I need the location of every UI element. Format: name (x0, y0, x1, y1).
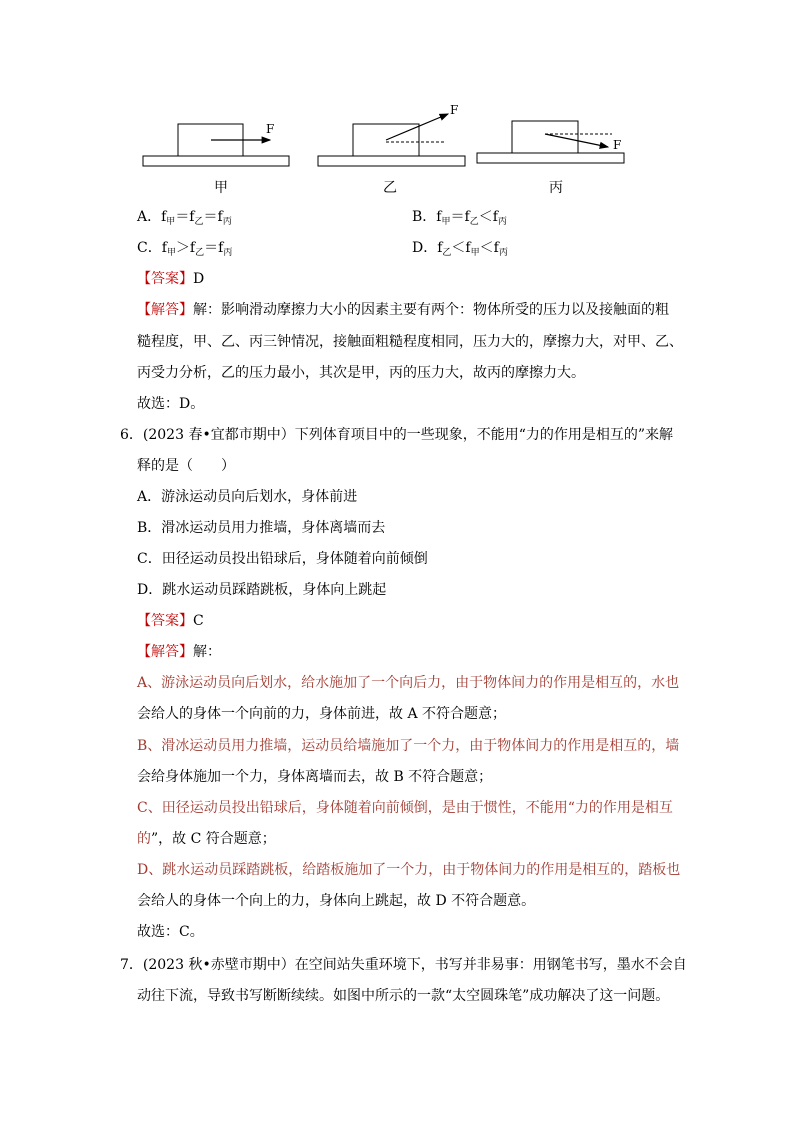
answer-value: D (193, 271, 205, 287)
answer-tag: 【答案】 (137, 613, 193, 629)
ground-jia (143, 156, 289, 166)
block-bing (512, 121, 578, 153)
q6-stem-line-1: 6．(2023 春•宜都市期中）下列体育项目中的一些现象，不能用“力的作用是相互的”来解 (120, 427, 674, 443)
analysis-tag: 【解答】 (137, 644, 193, 660)
force-label-bing: F (613, 138, 622, 152)
q6-answer (137, 611, 204, 631)
friction-diagram (0, 0, 793, 200)
caption-bing: 丙 (549, 180, 563, 196)
q5-option-d: D．$f_乙<f_甲<f_丙$ (412, 240, 508, 258)
q5-conclusion: 故选：D。 (137, 396, 205, 412)
q6-analysis-a-line-1: A、游泳运动员向后划水，给水施加了一个向后力，由于物体间力的作用是相互的，水也 (137, 675, 680, 691)
answer-tag: 【答案】 (137, 271, 193, 287)
diagram-jia (143, 122, 289, 166)
q5-analysis-line-1: 【解答】解：影响滑动摩擦力大小的因素主要有两个：物体所受的压力以及接触面的粗 (137, 302, 669, 318)
q6-conclusion: 故选：C。 (137, 924, 204, 940)
q6-analysis-head: 【解答】解： (137, 644, 221, 660)
q5-analysis-line-3: 丙受力分析，乙的压力最小，其次是甲，丙的压力大，故丙的摩擦力大。 (137, 365, 585, 381)
q6-analysis-a-line-2: 会给人的身体一个向前的力，身体前进，故 A 不符合题意； (137, 706, 507, 722)
q7-stem-line-2: 动往下流，导致书写断断续续。如图中所示的一款“太空圆珠笔”成功解决了这一问题。 (137, 988, 670, 1004)
answer-value: C (193, 613, 204, 629)
q6-option-b: B．滑冰运动员用力推墙，身体离墙而去 (137, 520, 386, 536)
q5-option-b: B．$f_甲=f_乙<f_丙$ (412, 209, 507, 227)
q5-option-c: C．$f_甲>f_乙=f_丙$ (137, 240, 233, 258)
force-label-yi: F (450, 103, 459, 117)
q6-option-a: A．游泳运动员向后划水，身体前进 (137, 489, 358, 505)
q6-option-d: D．跳水运动员踩踏跳板，身体向上跳起 (137, 582, 387, 598)
analysis-tag: 【解答】 (137, 302, 193, 318)
q5-option-a: A．$f_甲=f_乙=f_丙$ (137, 209, 232, 227)
q5-answer (137, 269, 204, 289)
diagram-bing (477, 121, 624, 163)
q6-stem-line-2: 释的是（ ） (137, 458, 235, 474)
ground-yi (318, 156, 465, 166)
ground-bing (477, 153, 624, 163)
q6-analysis-b-line-2: 会给身体施加一个力，身体离墙而去，故 B 不符合题意； (137, 769, 493, 785)
q6-analysis-d-line-2: 会给人的身体一个向上的力，身体向上跳起，故 D 不符合题意。 (137, 893, 536, 909)
q5-analysis-line-2: 糙程度，甲、乙、丙三钟情况，接触面粗糙程度相同，压力大的，摩擦力大，对甲、乙、 (137, 334, 683, 350)
q6-analysis-c-line-1: C、田径运动员投出铅球后，身体随着向前倾倒，是由于惯性，不能用“力的作用是相互 (137, 800, 673, 816)
q7-stem-line-1: 7．(2023 秋•赤壁市期中）在空间站失重环境下，书写并非易事：用钢笔书写，墨水不会自 (120, 957, 687, 973)
caption-jia: 甲 (214, 180, 228, 196)
q6-option-c: C．田径运动员投出铅球后，身体随着向前倾倒 (137, 551, 428, 567)
q6-analysis-c-line-2: 的”，故 C 符合题意； (137, 831, 276, 847)
force-label-jia: F (266, 122, 275, 136)
caption-yi: 乙 (383, 180, 397, 196)
q6-analysis-d-line-1: D、跳水运动员踩踏跳板，给踏板施加了一个力，由于物体间力的作用是相互的，踏板也 (137, 862, 681, 878)
diagram-yi (318, 103, 465, 166)
q6-analysis-b-line-1: B、滑冰运动员用力推墙，运动员给墙施加了一个力，由于物体间力的作用是相互的，墙 (137, 738, 680, 754)
